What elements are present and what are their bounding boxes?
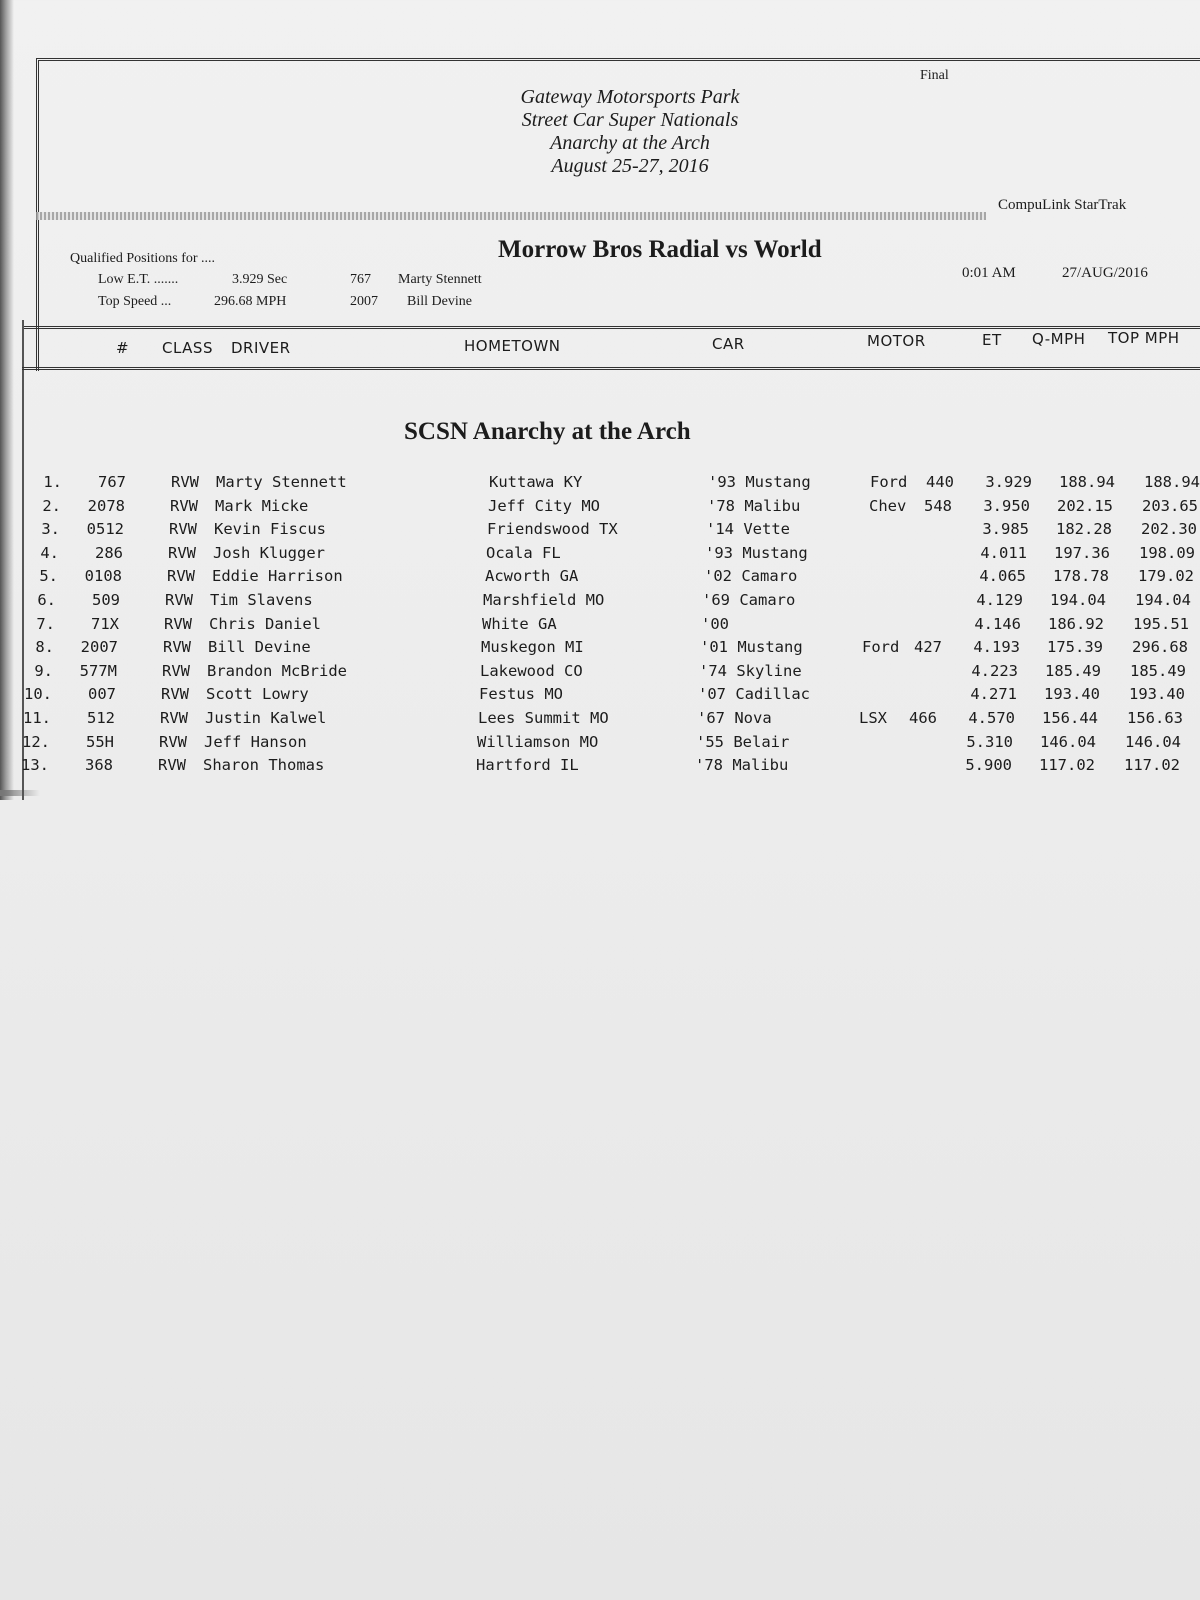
cell-cls: RVW <box>163 638 191 657</box>
cell-qmph: 194.04 <box>1050 591 1106 609</box>
cell-topmph: 203.65 <box>1142 496 1198 515</box>
cell-driver: Brandon McBride <box>207 661 347 680</box>
cell-topmph: 195.51 <box>1133 614 1189 633</box>
cell-hometown: White GA <box>482 614 557 633</box>
cell-cls: RVW <box>165 591 193 609</box>
table-row <box>0 756 1200 779</box>
table-row <box>0 520 1200 543</box>
cell-hometown: Williamson MO <box>477 732 599 751</box>
cell-hometown: Ocala FL <box>486 543 561 562</box>
low-et-driver: Marty Stennett <box>398 272 482 287</box>
cell-car: '74 Skyline <box>699 661 802 680</box>
cell-cid: 427 <box>914 638 942 657</box>
cell-pos: 2. <box>42 496 61 515</box>
col-qmph: Q-MPH <box>1032 330 1086 348</box>
cell-qmph: 186.92 <box>1048 614 1104 633</box>
cell-topmph: 202.30 <box>1141 520 1197 539</box>
cell-et: 5.900 <box>965 756 1012 775</box>
table-row <box>0 662 1200 685</box>
cell-qmph: 117.02 <box>1039 756 1095 775</box>
cell-et: 3.985 <box>982 520 1029 539</box>
cell-hometown: Marshfield MO <box>483 591 605 609</box>
header-divider-bottom <box>22 367 1200 370</box>
cell-et: 4.011 <box>980 543 1027 562</box>
cell-make: Ford <box>870 473 908 491</box>
cell-num: 007 <box>88 685 116 704</box>
cell-car: '14 Vette <box>706 520 790 539</box>
top-speed-value: 296.68 MPH <box>214 294 287 309</box>
cell-num: 512 <box>87 709 115 727</box>
cell-cls: RVW <box>158 756 186 775</box>
table-row <box>0 591 1200 614</box>
cell-car: '78 Malibu <box>695 756 789 775</box>
col-num: # <box>116 339 130 357</box>
cell-qmph: 185.49 <box>1045 661 1101 680</box>
low-et-value: 3.929 Sec <box>232 272 288 287</box>
col-car: CAR <box>712 335 745 353</box>
cell-pos: 1. <box>43 473 62 491</box>
cell-et: 4.271 <box>970 685 1017 704</box>
cell-car: '00 <box>701 614 729 633</box>
cell-et: 4.065 <box>979 567 1026 586</box>
cell-pos: 8. <box>35 638 54 657</box>
col-driver: DRIVER <box>231 339 291 357</box>
cell-pos: 6. <box>37 591 56 609</box>
event-name: Anarchy at the Arch <box>550 132 710 154</box>
track-name: Gateway Motorsports Park <box>520 86 740 108</box>
cell-hometown: Lakewood CO <box>480 661 583 680</box>
cell-topmph: 146.04 <box>1125 732 1181 751</box>
cell-cid: 440 <box>926 473 954 491</box>
cell-qmph: 156.44 <box>1042 709 1098 727</box>
cell-topmph: 179.02 <box>1138 567 1194 586</box>
cell-num: 767 <box>98 473 126 491</box>
cell-hometown: Kuttawa KY <box>489 473 583 491</box>
col-et: ET <box>982 331 1002 349</box>
cell-qmph: 182.28 <box>1056 520 1112 539</box>
cell-num: 0512 <box>86 520 124 539</box>
top-speed-driver: Bill Devine <box>407 294 472 309</box>
cell-hometown: Friendswood TX <box>487 520 618 539</box>
cell-pos: 11. <box>23 709 51 727</box>
status-label: Final <box>920 68 949 83</box>
cell-topmph: 188.94 <box>1144 473 1200 491</box>
cell-topmph: 117.02 <box>1124 756 1180 775</box>
report-date: 27/AUG/2016 <box>1062 265 1148 281</box>
software-label: CompuLink StarTrak <box>998 197 1127 213</box>
table-row <box>0 733 1200 756</box>
table-row <box>0 638 1200 661</box>
cell-qmph: 197.36 <box>1054 543 1110 562</box>
cell-topmph: 198.09 <box>1139 543 1195 562</box>
cell-cls: RVW <box>164 614 192 633</box>
col-hometown: HOMETOWN <box>464 337 561 355</box>
cell-num: 55H <box>86 732 114 751</box>
cell-car: '01 Mustang <box>700 638 803 657</box>
table-row <box>0 685 1200 708</box>
table-row <box>0 497 1200 520</box>
cell-topmph: 193.40 <box>1129 685 1185 704</box>
cell-hometown: Festus MO <box>479 685 563 704</box>
cell-hometown: Acworth GA <box>485 567 579 586</box>
table-row <box>0 709 1200 732</box>
top-speed-car: 2007 <box>350 294 378 309</box>
col-topmph: TOP MPH <box>1108 329 1180 347</box>
cell-pos: 9. <box>34 661 53 680</box>
cell-qmph: 178.78 <box>1053 567 1109 586</box>
cell-car: '78 Malibu <box>707 496 801 515</box>
cell-cls: RVW <box>162 661 190 680</box>
cell-driver: Josh Klugger <box>213 543 325 562</box>
cell-et: 3.929 <box>985 473 1032 491</box>
cell-driver: Bill Devine <box>208 638 311 657</box>
cell-pos: 10. <box>24 685 52 704</box>
cell-et: 4.223 <box>971 661 1018 680</box>
cell-driver: Eddie Harrison <box>212 567 343 586</box>
cell-car: '93 Mustang <box>705 543 808 562</box>
cell-cls: RVW <box>160 709 188 727</box>
header-divider-top <box>24 326 1200 329</box>
cell-topmph: 156.63 <box>1127 709 1183 727</box>
cell-num: 0108 <box>84 567 122 586</box>
table-row <box>0 615 1200 638</box>
cell-et: 5.310 <box>966 732 1013 751</box>
cell-car: '93 Mustang <box>708 473 811 491</box>
cell-num: 509 <box>92 591 120 609</box>
table-row <box>0 567 1200 590</box>
cell-driver: Sharon Thomas <box>203 756 325 775</box>
table-row <box>0 473 1200 496</box>
cell-num: 577M <box>79 661 117 680</box>
class-title: Morrow Bros Radial vs World <box>498 236 822 263</box>
cell-et: 4.570 <box>968 709 1015 727</box>
separator-pattern <box>36 212 986 220</box>
cell-cls: RVW <box>169 520 197 539</box>
cell-qmph: 193.40 <box>1044 685 1100 704</box>
cell-num: 71X <box>91 614 119 633</box>
top-speed-label: Top Speed ... <box>98 294 172 309</box>
cell-pos: 3. <box>41 520 60 539</box>
cell-driver: Marty Stennett <box>216 473 347 491</box>
cell-cid: 548 <box>924 496 952 515</box>
cell-hometown: Jeff City MO <box>488 496 600 515</box>
cell-hometown: Hartford IL <box>476 756 579 775</box>
cell-et: 3.950 <box>983 496 1030 515</box>
cell-driver: Tim Slavens <box>210 591 313 609</box>
cell-pos: 12. <box>22 732 50 751</box>
cell-car: '02 Camaro <box>704 567 798 586</box>
low-et-car: 767 <box>350 272 371 287</box>
cell-et: 4.129 <box>976 591 1023 609</box>
cell-topmph: 185.49 <box>1130 661 1186 680</box>
event-title-block <box>440 86 820 178</box>
cell-num: 286 <box>95 543 123 562</box>
cell-driver: Scott Lowry <box>206 685 309 704</box>
cell-qmph: 188.94 <box>1059 473 1115 491</box>
sheet-edge <box>0 790 40 796</box>
section-title: SCSN Anarchy at the Arch <box>404 418 691 445</box>
cell-hometown: Muskegon MI <box>481 638 584 657</box>
cell-pos: 13. <box>21 756 49 775</box>
cell-qmph: 202.15 <box>1057 496 1113 515</box>
cell-et: 4.146 <box>974 614 1021 633</box>
col-motor: MOTOR <box>867 332 926 350</box>
cell-num: 2007 <box>80 638 118 657</box>
cell-car: '55 Belair <box>696 732 790 751</box>
cell-et: 4.193 <box>973 638 1020 657</box>
series-name: Street Car Super Nationals <box>521 109 739 131</box>
cell-driver: Kevin Fiscus <box>214 520 326 539</box>
cell-cls: RVW <box>170 496 198 515</box>
cell-cls: RVW <box>167 567 195 586</box>
cell-cls: RVW <box>171 473 199 491</box>
cell-topmph: 194.04 <box>1135 591 1191 609</box>
event-dates: August 25-27, 2016 <box>551 155 709 177</box>
cell-make: LSX <box>859 709 887 727</box>
cell-qmph: 175.39 <box>1047 638 1103 657</box>
cell-pos: 4. <box>40 543 59 562</box>
cell-driver: Jeff Hanson <box>204 732 307 751</box>
cell-driver: Justin Kalwel <box>205 709 327 727</box>
qualified-label: Qualified Positions for .... <box>70 251 216 266</box>
col-class: CLASS <box>162 339 213 357</box>
cell-make: Chev <box>869 496 907 515</box>
cell-num: 368 <box>85 756 113 775</box>
cell-cls: RVW <box>168 543 196 562</box>
low-et-label: Low E.T. ....... <box>98 272 179 287</box>
cell-driver: Mark Micke <box>215 496 309 515</box>
table-row <box>0 544 1200 567</box>
cell-car: '69 Camaro <box>702 591 796 609</box>
cell-cls: RVW <box>161 685 189 704</box>
cell-make: Ford <box>862 638 900 657</box>
cell-car: '67 Nova <box>697 709 772 727</box>
cell-car: '07 Cadillac <box>698 685 810 704</box>
cell-cls: RVW <box>159 732 187 751</box>
cell-cid: 466 <box>909 709 937 727</box>
cell-hometown: Lees Summit MO <box>478 709 609 727</box>
cell-pos: 7. <box>36 614 55 633</box>
cell-topmph: 296.68 <box>1132 638 1188 657</box>
report-time: 0:01 AM <box>962 265 1016 281</box>
cell-qmph: 146.04 <box>1040 732 1096 751</box>
cell-num: 2078 <box>87 496 125 515</box>
cell-driver: Chris Daniel <box>209 614 321 633</box>
cell-pos: 5. <box>39 567 58 586</box>
